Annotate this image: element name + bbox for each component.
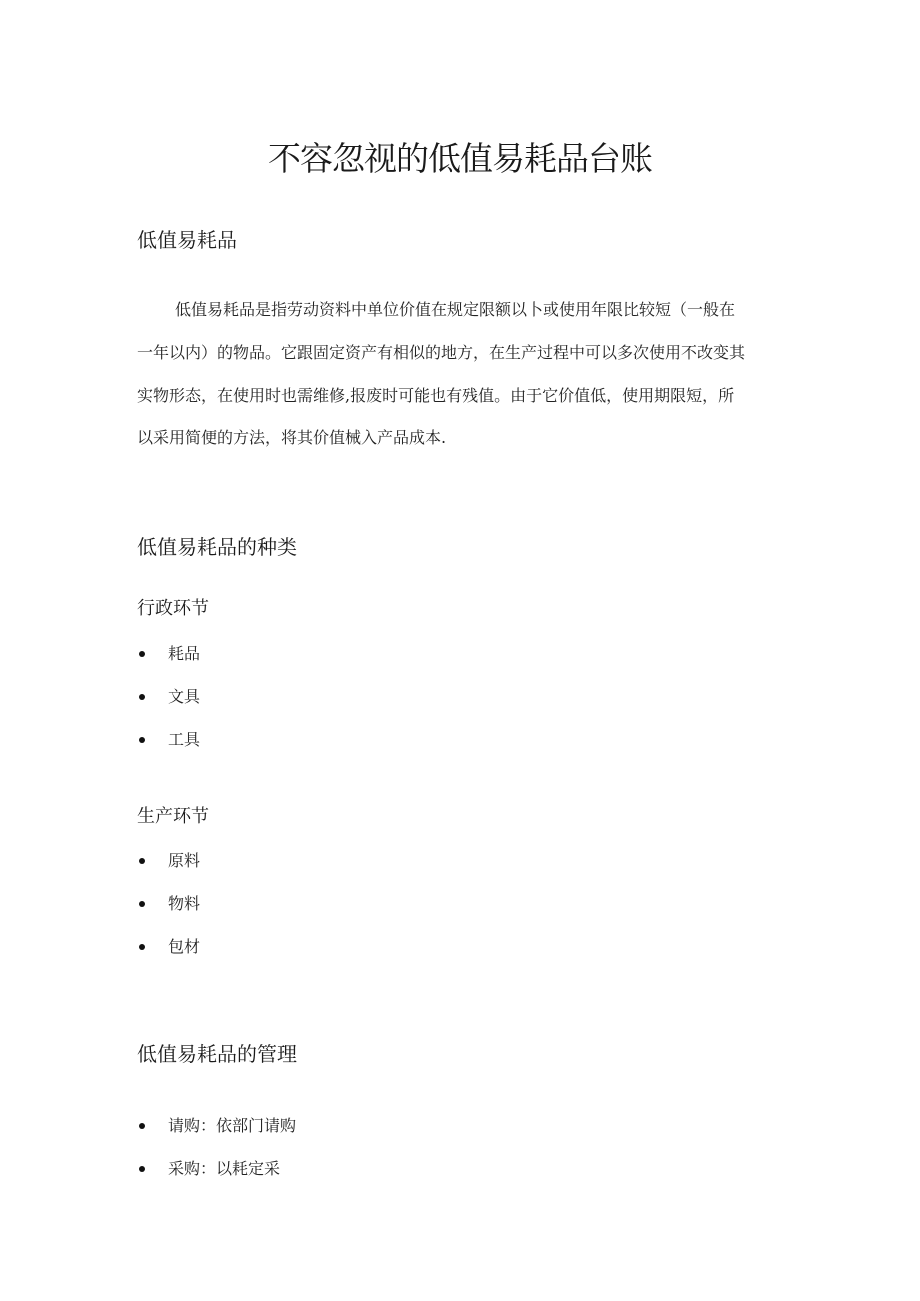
- bullet-icon: [139, 944, 145, 950]
- list-item-text: 包材: [168, 937, 201, 956]
- list-item-text: 请购：依部门请购: [168, 1116, 297, 1135]
- paragraph-line: 实物形态，在使用时也需维修,报废时可能也有残值。由于它价值低，使用期限短，所: [137, 385, 735, 405]
- bullet-icon: [139, 901, 145, 907]
- paragraph-line: 一年以内）的物品。它跟固定资产有相似的地方，在生产过程中可以多次使用不改变其: [137, 342, 746, 362]
- section-heading-low-value-consumables: 低值易耗品: [137, 228, 237, 252]
- list-item-text: 原料: [168, 851, 201, 870]
- subheading-production: 生产环节: [137, 806, 209, 827]
- bullet-icon: [139, 1166, 145, 1172]
- paragraph-line: 以采用简便的方法，将其价值械入产品成本.: [137, 428, 447, 448]
- list-item-text: 耗品: [168, 644, 201, 663]
- section-heading-management: 低值易耗品的管理: [137, 1042, 297, 1066]
- bullet-icon: [139, 1123, 145, 1129]
- list-item-text: 文具: [168, 687, 201, 706]
- paragraph-line: 低值易耗品是指劳动资料中单位价值在规定限额以卜或使用年限比较短（一般在: [175, 300, 736, 319]
- document-title: 不容忽视的低值易耗品台账: [268, 139, 652, 178]
- definition-paragraph: [137, 296, 785, 453]
- bullet-icon: [139, 858, 145, 864]
- bullet-icon: [139, 737, 145, 743]
- list-item-text: 物料: [168, 894, 201, 913]
- list-item-text: 工具: [168, 730, 201, 749]
- section-heading-categories: 低值易耗品的种类: [137, 535, 297, 559]
- bullet-icon: [139, 694, 145, 700]
- list-item-text: 采购：以耗定采: [168, 1159, 281, 1178]
- bullet-icon: [139, 651, 145, 657]
- subheading-admin: 行政环节: [137, 598, 209, 619]
